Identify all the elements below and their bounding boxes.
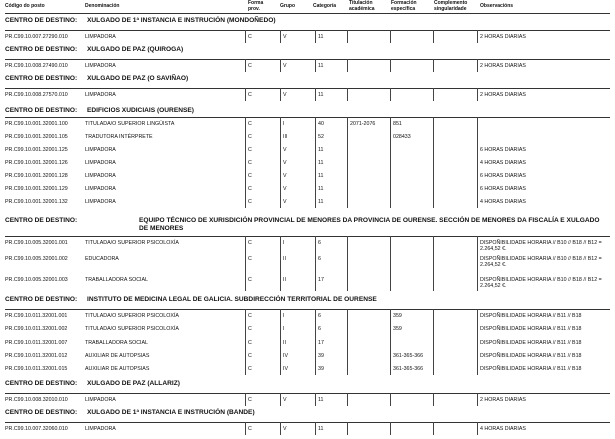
cell-forma: C (248, 256, 252, 262)
table-row (5, 147, 610, 157)
cell-observacions: DISPOÑIBILIDADE HORARIA // B11 // B18 (480, 340, 582, 346)
cell-grupo: I (283, 240, 285, 246)
cell-categoria: 11 (318, 186, 324, 192)
cell-grupo: V (283, 160, 287, 166)
header-forma: Forma prov. (248, 0, 264, 12)
cell-forma: C (248, 199, 252, 205)
cell-code: PR.C99.10.001.32001.132 (5, 199, 68, 205)
cell-denomination: LIMPADORA (85, 147, 116, 153)
cell-categoria: 40 (318, 121, 324, 127)
cell-categoria: 6 (318, 240, 321, 246)
cell-forma: C (248, 63, 252, 69)
cell-observacions: 4 HORAS DIARIAS (480, 426, 526, 432)
cell-denomination: LIMPADORA (85, 34, 116, 40)
cell-observacions: DISPOÑIBILIDADE HORARIA // B10 // B18 // B12 = 2.264,52 €. (480, 277, 602, 289)
header-observacions: Observacións (480, 3, 514, 9)
section-name: XULGADO DE PAZ (QUIROGA) (87, 46, 184, 53)
table-row (5, 186, 610, 196)
cell-categoria: 17 (318, 340, 324, 346)
table-row (5, 34, 610, 44)
cell-categoria: 11 (318, 34, 324, 40)
header-rule (5, 13, 610, 14)
cell-forma: C (248, 147, 252, 153)
header-complemento: Complemento singularidade (434, 0, 468, 12)
cell-denomination: TITULADA/O SUPERIOR PSICOLOXÍA (85, 326, 179, 332)
cell-observacions: DISPOÑIBILIDADE HORARIA // B10 // B18 // B12 = 2.264,52 €. (480, 256, 602, 268)
section-name: EQUIPO TÉCNICO DE XURISDICIÓN PROVINCIAL DE MENORES DA PROVINCIA DE OURENSE. SECCIÓN DE MENORES DA FISCALÍA E XULGADO DE MENORES (139, 217, 600, 232)
cell-forma: C (248, 426, 252, 432)
cell-grupo: V (283, 63, 287, 69)
table-row (5, 426, 610, 436)
cell-observacions: 6 HORAS DIARIAS (480, 147, 526, 153)
cell-grupo: V (283, 173, 287, 179)
cell-categoria: 11 (318, 199, 324, 205)
table-row (5, 256, 610, 266)
header-denomination: Denominación (85, 3, 120, 9)
cell-observacions: DISPOÑIBILIDADE HORARIA // B11 // B18 (480, 313, 582, 319)
cell-denomination: LIMPADORA (85, 397, 116, 403)
cell-grupo: V (283, 147, 287, 153)
cell-denomination: TITULADA/O SUPERIOR PSICOLOXÍA (85, 240, 179, 246)
cell-code: PR.C99.10.007.32060.010 (5, 426, 68, 432)
cell-categoria: 17 (318, 277, 324, 283)
cell-denomination: LIMPADORA (85, 199, 116, 205)
cell-forma: C (248, 277, 252, 283)
section-rule (5, 236, 610, 237)
cell-code: PR.C99.10.007.27290.010 (5, 34, 68, 40)
cell-titulacion: 2071-2076 (350, 121, 376, 127)
cell-categoria: 11 (318, 147, 324, 153)
cell-observacions: DISPOÑIBILIDADE HORARIA // B11 // B18 (480, 326, 582, 332)
header-formacion: Formación específica (391, 0, 417, 12)
dest-label: CENTRO DE DESTINO: (5, 380, 78, 387)
cell-denomination: AUXILIAR DE AUTOPSIAS (85, 353, 150, 359)
cell-code: PR.C99.10.001.32001.125 (5, 147, 68, 153)
cell-code: PR.C99.10.005.32001.003 (5, 277, 68, 283)
header-code: Código do posto (5, 3, 45, 9)
cell-categoria: 6 (318, 313, 321, 319)
cell-categoria: 39 (318, 366, 324, 372)
cell-formacion: 359 (393, 313, 402, 319)
table-row (5, 63, 610, 73)
cell-denomination: LIMPADORA (85, 92, 116, 98)
cell-code: PR.C99.10.011.32001.001 (5, 313, 68, 319)
cell-code: PR.C99.10.011.32001.012 (5, 353, 68, 359)
cell-categoria: 39 (318, 353, 324, 359)
cell-categoria: 6 (318, 326, 321, 332)
section-name: XULGADO DE 1ª INSTANCIA E INSTRUCIÓN (MONDOÑEDO) (87, 17, 276, 24)
cell-forma: C (248, 160, 252, 166)
header-categoria: Categoría (313, 3, 337, 9)
cell-denomination: LIMPADORA (85, 63, 116, 69)
cell-grupo: V (283, 186, 287, 192)
cell-observacions: 2 HORAS DIARIAS (480, 34, 526, 40)
section-rule (5, 117, 610, 118)
cell-code: PR.C99.10.001.32001.126 (5, 160, 68, 166)
cell-code: PR.C99.10.008.27570.010 (5, 92, 68, 98)
cell-code: PR.C99.10.011.32001.002 (5, 326, 68, 332)
cell-code: PR.C99.10.005.32001.001 (5, 240, 68, 246)
dest-label: CENTRO DE DESTINO: (5, 46, 78, 53)
cell-code: PR.C99.10.001.32001.105 (5, 134, 68, 140)
section-name: XULGADO DE PAZ (O SAVIÑAO) (87, 75, 189, 82)
cell-denomination: LIMPADORA (85, 186, 116, 192)
dest-label: CENTRO DE DESTINO: (5, 409, 78, 416)
cell-grupo: V (283, 92, 287, 98)
cell-observacions: 2 HORAS DIARIAS (480, 397, 526, 403)
cell-categoria: 11 (318, 63, 324, 69)
cell-grupo: V (283, 426, 287, 432)
table-row (5, 199, 610, 209)
cell-categoria: 52 (318, 134, 324, 140)
cell-categoria: 11 (318, 160, 324, 166)
cell-code: PR.C99.10.001.32001.129 (5, 186, 68, 192)
cell-observacions: 2 HORAS DIARIAS (480, 92, 526, 98)
cell-grupo: V (283, 34, 287, 40)
cell-categoria: 6 (318, 256, 321, 262)
cell-forma: C (248, 186, 252, 192)
cell-denomination: TITULADA/O SUPERIOR LINGÜISTA (85, 121, 175, 127)
cell-formacion: 359 (393, 326, 402, 332)
cell-denomination: TRADUTORA INTÉRPRETE (85, 134, 153, 140)
cell-grupo: II (283, 277, 286, 283)
cell-observacions: 6 HORAS DIARIAS (480, 173, 526, 179)
cell-forma: C (248, 313, 252, 319)
cell-forma: C (248, 134, 252, 140)
section-rule (5, 422, 610, 423)
section-name: EDIFICIOS XUDICIAIS (OURENSE) (87, 107, 194, 114)
cell-categoria: 11 (318, 397, 324, 403)
table-row (5, 121, 610, 131)
cell-observacions: DISPOÑIBILIDADE HORARIA // B10 // B18 // B12 = 2.264,52 €. (480, 240, 602, 252)
section-rule (5, 309, 610, 310)
table-row (5, 92, 610, 102)
cell-forma: C (248, 340, 252, 346)
cell-observacions: DISPOÑIBILIDADE HORARIA // B11 // B18 (480, 353, 582, 359)
cell-code: PR.C99.10.011.32001.007 (5, 340, 68, 346)
section-name: XULGADO DE 1ª INSTANCIA E INSTRUCIÓN (BANDE) (87, 409, 255, 416)
table-row (5, 397, 610, 407)
cell-denomination: LIMPADORA (85, 160, 116, 166)
cell-code: PR.C99.10.001.32001.100 (5, 121, 68, 127)
cell-grupo: I (283, 121, 285, 127)
cell-code: PR.C99.10.001.32001.128 (5, 173, 68, 179)
cell-observacions: 6 HORAS DIARIAS (480, 186, 526, 192)
cell-grupo: II (283, 340, 286, 346)
cell-code: PR.C99.10.008.32010.010 (5, 397, 68, 403)
cell-forma: C (248, 173, 252, 179)
cell-observacions: 4 HORAS DIARIAS (480, 199, 526, 205)
cell-forma: C (248, 92, 252, 98)
cell-observacions: DISPOÑIBILIDADE HORARIA // B11 // B18 (480, 366, 582, 372)
cell-forma: C (248, 366, 252, 372)
cell-formacion: 851 (393, 121, 402, 127)
cell-forma: C (248, 353, 252, 359)
header-titulacion: Titulación académica (349, 0, 375, 12)
table-row (5, 277, 610, 287)
cell-denomination: TRABALLADORA SOCIAL (85, 340, 148, 346)
cell-observacions: 4 HORAS DIARIAS (480, 160, 526, 166)
cell-code: PR.C99.10.011.32001.015 (5, 366, 68, 372)
table-row (5, 326, 610, 336)
cell-code: PR.C99.10.005.32001.002 (5, 256, 68, 262)
section-rule (5, 30, 610, 31)
section-rule (5, 59, 610, 60)
cell-grupo: IV (283, 366, 289, 372)
section-rule (5, 88, 610, 89)
dest-label: CENTRO DE DESTINO: (5, 107, 78, 114)
table-row (5, 366, 610, 376)
cell-forma: C (248, 397, 252, 403)
section-name: INSTITUTO DE MEDICINA LEGAL DE GALICIA. SUBDIRECCIÓN TERRITORIAL DE OURENSE (87, 296, 377, 303)
cell-forma: C (248, 34, 252, 40)
table-row (5, 340, 610, 350)
cell-grupo: V (283, 397, 287, 403)
table-row (5, 353, 610, 363)
cell-denomination: TITULADA/O SUPERIOR PSICOLOXÍA (85, 313, 179, 319)
cell-formacion: 361-365-366 (393, 366, 424, 372)
cell-grupo: V (283, 199, 287, 205)
dest-label: CENTRO DE DESTINO: (5, 296, 78, 303)
cell-denomination: LIMPADORA (85, 173, 116, 179)
cell-observacions: 2 HORAS DIARIAS (480, 63, 526, 69)
table-row (5, 134, 610, 144)
cell-grupo: I (283, 313, 285, 319)
dest-label: CENTRO DE DESTINO: (5, 75, 78, 82)
section-name: XULGADO DE PAZ (ALLARIZ) (87, 380, 180, 387)
cell-categoria: 11 (318, 426, 324, 432)
cell-denomination: LIMPADORA (85, 426, 116, 432)
cell-formacion: 361-365-366 (393, 353, 424, 359)
header-grupo: Grupo (280, 3, 295, 9)
cell-denomination: TRABALLADORA SOCIAL (85, 277, 148, 283)
cell-grupo: II (283, 256, 286, 262)
cell-forma: C (248, 121, 252, 127)
dest-label: CENTRO DE DESTINO: (5, 217, 78, 224)
cell-denomination: AUXILIAR DE AUTOPSIAS (85, 366, 150, 372)
table-row (5, 313, 610, 323)
cell-grupo: III (283, 134, 288, 140)
cell-forma: C (248, 326, 252, 332)
table-row (5, 160, 610, 170)
cell-categoria: 11 (318, 173, 324, 179)
cell-forma: C (248, 240, 252, 246)
table-row (5, 240, 610, 250)
section-rule (5, 393, 610, 394)
cell-formacion: 028433 (393, 134, 411, 140)
cell-categoria: 11 (318, 92, 324, 98)
dest-label: CENTRO DE DESTINO: (5, 17, 78, 24)
table-row (5, 173, 610, 183)
cell-grupo: I (283, 326, 285, 332)
cell-denomination: EDUCADORA (85, 256, 119, 262)
cell-grupo: IV (283, 353, 289, 359)
cell-code: PR.C99.10.008.27490.010 (5, 63, 68, 69)
